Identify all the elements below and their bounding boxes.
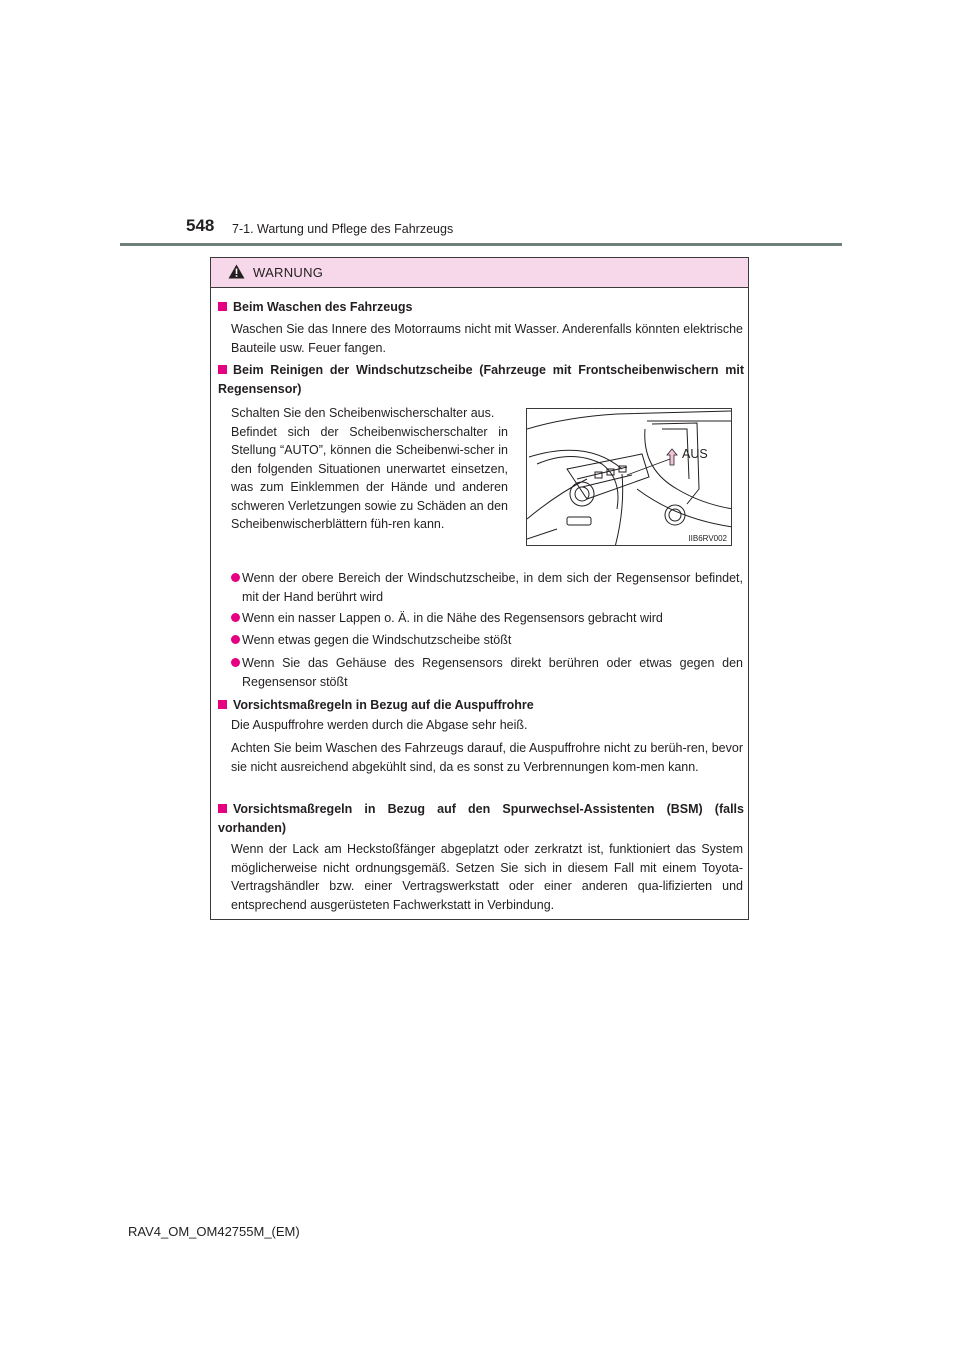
section-text: Achten Sie beim Waschen des Fahrzeugs darauf, die Auspuffrohre nicht zu berüh-ren, bevor sie nicht ausreichend abgekühlt sind, da es sonst zu Verbrennungen kom-men kann. (231, 741, 743, 774)
list-item: Wenn etwas gegen die Windschutzscheibe stößt (231, 631, 743, 650)
list-item: Wenn ein nasser Lappen o. Ä. in die Nähe des Regensensors gebracht wird (231, 609, 743, 628)
wiper-switch-illustration (526, 408, 732, 546)
square-bullet-icon (218, 804, 227, 813)
square-bullet-icon (218, 700, 227, 709)
figure-code: IIB6RV002 (688, 534, 727, 543)
round-bullet-icon (231, 658, 240, 667)
round-bullet-icon (231, 613, 240, 622)
round-bullet-icon (231, 635, 240, 644)
section-text: Waschen Sie das Innere des Motorraums nicht mit Wasser. Anderenfalls könnten elektrische Bauteile usw. Feuer fangen. (231, 322, 743, 355)
section-heading: Beim Waschen des Fahrzeugs (218, 298, 744, 317)
warning-title: WARNUNG (253, 265, 324, 280)
square-bullet-icon (218, 302, 227, 311)
figure-label-aus: AUS (682, 447, 708, 461)
list-item: Wenn Sie das Gehäuse des Regensensors direkt berühren oder etwas gegen den Regensensor stößt (231, 654, 743, 691)
round-bullet-icon (231, 573, 240, 582)
page-number: 548 (186, 216, 215, 235)
section-title: 7-1. Wartung und Pflege des Fahrzeugs (232, 222, 454, 236)
section-heading: Vorsichtsmaßregeln in Bezug auf die Auspuffrohre (218, 696, 744, 715)
section-heading: Beim Reinigen der Windschutzscheibe (Fahrzeuge mit Frontscheibenwischern mit Regensensor) (218, 363, 744, 396)
warning-box (210, 257, 749, 920)
section-text: Die Auspuffrohre werden durch die Abgase sehr heiß. (231, 718, 528, 732)
warning-triangle-icon (228, 264, 245, 279)
list-item: Wenn der obere Bereich der Windschutzscheibe, in dem sich der Regensensor befindet, mit der Hand berührt wird (231, 569, 743, 606)
section-text: Schalten Sie den Scheibenwischerschalter aus. Befindet sich der Scheibenwischerschalter in Stellung “AUTO”, können die Scheibenwi-scher in den folgenden Situationen unerwartet einsetzen, was zum Einklemmen der Hände und anderen schweren Verletzungen sowie zu Schäden an den Scheibenwischerblättern füh-ren kann. (231, 406, 508, 531)
wiper-switch-drawing (527, 409, 732, 546)
square-bullet-icon (218, 365, 227, 374)
document-id: RAV4_OM_OM42755M_(EM) (128, 1224, 300, 1239)
section-heading: Vorsichtsmaßregeln in Bezug auf den Spurwechsel-Assistenten (BSM) (falls vorhanden) (218, 802, 744, 835)
section-text: Wenn der Lack am Heckstoßfänger abgeplatzt oder zerkratzt ist, funktioniert das System möglicherweise nicht ordnungsgemäß. Setzen Sie sich in diesem Fall mit einem Toyota-Vertragshändler bzw. einer Vertragswerkstatt oder einer anderen qua-lifizierten und entsprechend ausgerüsteten Fachwerkstatt in Verbindung. (231, 842, 743, 912)
header-divider (120, 243, 842, 246)
warning-header (211, 258, 748, 288)
